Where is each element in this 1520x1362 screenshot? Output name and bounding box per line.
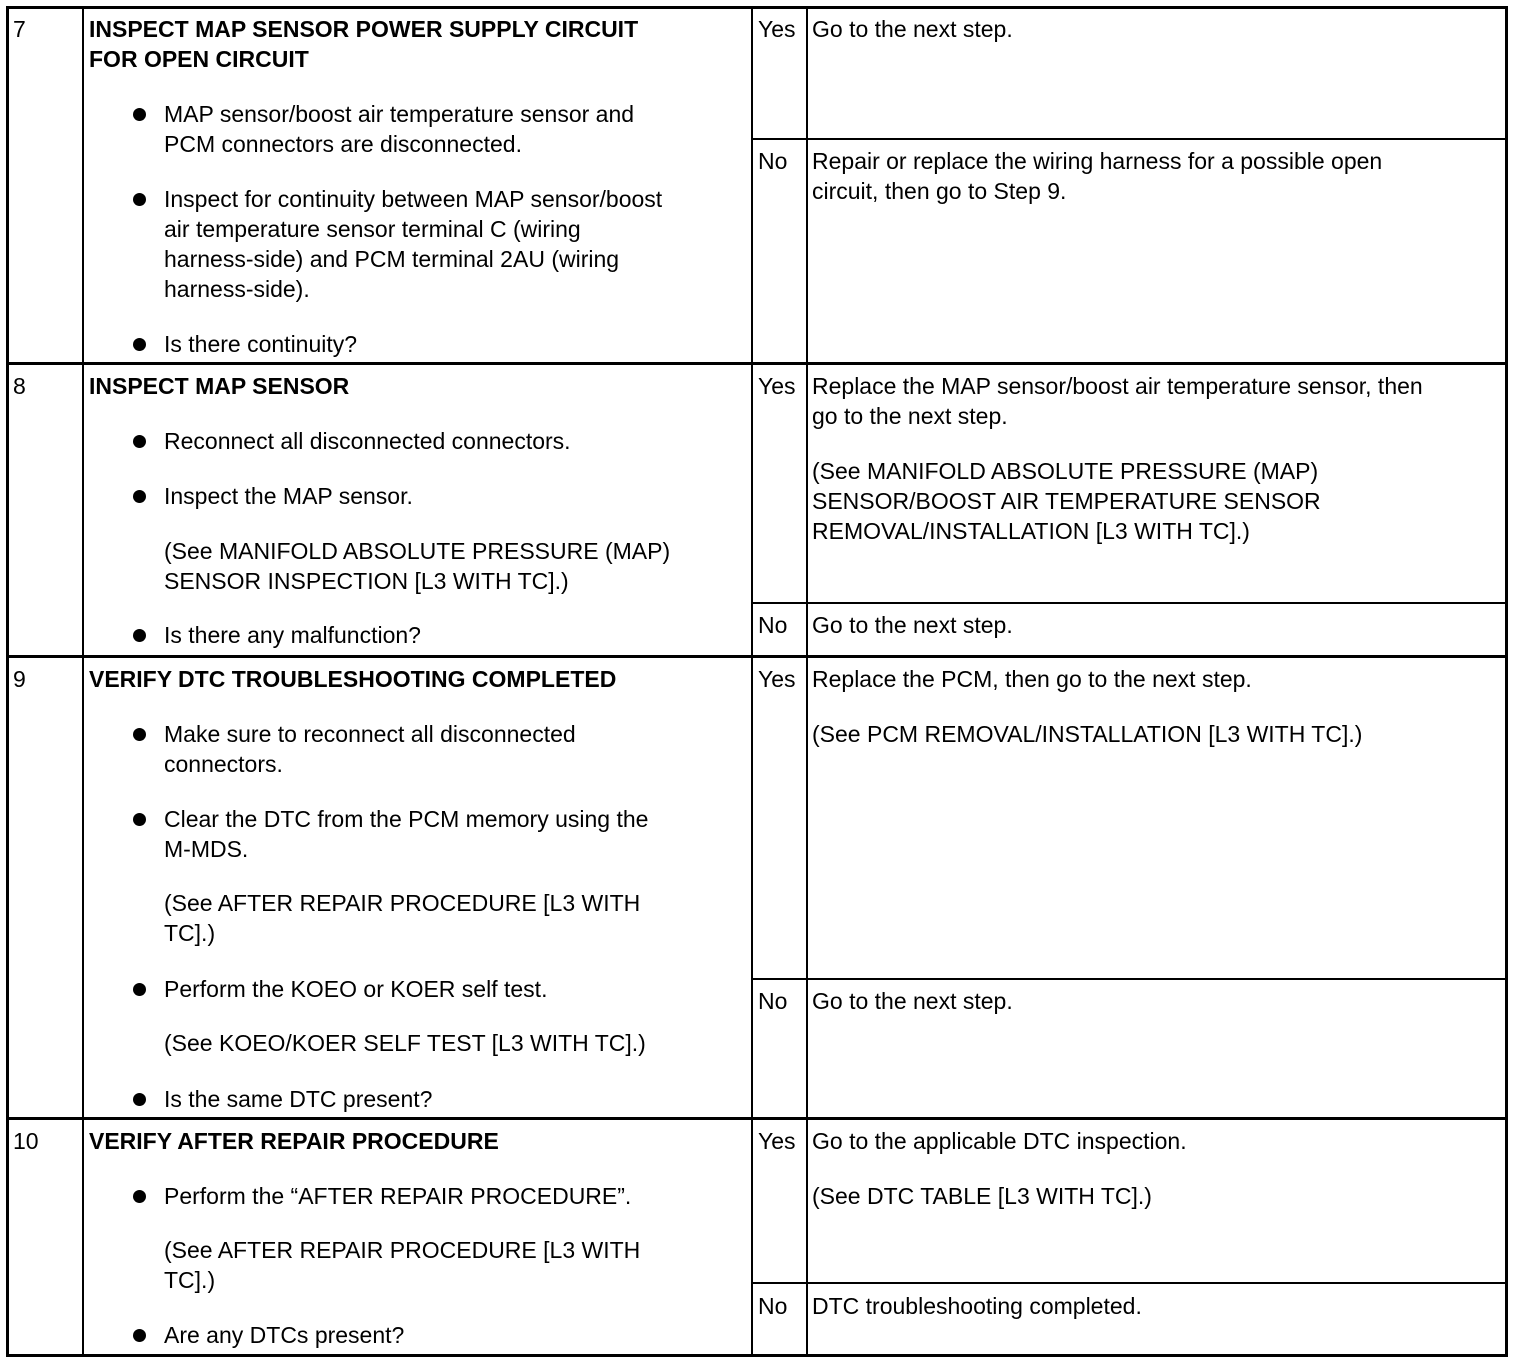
yes-label: Yes (758, 16, 796, 42)
step-title: INSPECT MAP SENSOR POWER SUPPLY CIRCUIT (89, 16, 639, 42)
instruction-text: MAP sensor/boost air temperature sensor and (164, 101, 635, 127)
yes-action: Go to the applicable DTC inspection. (812, 1128, 1187, 1154)
instruction-text: M-MDS. (164, 836, 249, 862)
yes-no-divider (751, 138, 1507, 140)
no-label: No (758, 988, 788, 1014)
bullet-icon (133, 1093, 146, 1106)
instruction-text: Make sure to reconnect all disconnected (164, 721, 576, 747)
row-divider (8, 655, 1507, 658)
instruction-text: Perform the KOEO or KOER self test. (164, 976, 548, 1002)
yes-label: Yes (758, 373, 796, 399)
no-label: No (758, 148, 788, 174)
bullet-icon (133, 490, 146, 503)
reference-text: (See PCM REMOVAL/INSTALLATION [L3 WITH TC].) (812, 721, 1363, 747)
bullet-icon (133, 435, 146, 448)
step-number: 7 (13, 16, 26, 42)
instruction-text: Clear the DTC from the PCM memory using the (164, 806, 649, 832)
step-number: 8 (13, 373, 26, 399)
no-label: No (758, 612, 788, 638)
reference-text: (See MANIFOLD ABSOLUTE PRESSURE (MAP) (164, 538, 671, 564)
reference-text: (See AFTER REPAIR PROCEDURE [L3 WITH (164, 890, 641, 916)
column-divider (806, 8, 808, 1356)
bullet-icon (133, 108, 146, 121)
question-text: Is there continuity? (164, 331, 358, 357)
no-action: DTC troubleshooting completed. (812, 1293, 1142, 1319)
no-action: circuit, then go to Step 9. (812, 178, 1067, 204)
question-text: Are any DTCs present? (164, 1322, 405, 1348)
no-action: Repair or replace the wiring harness for a possible open (812, 148, 1383, 174)
bullet-icon (133, 629, 146, 642)
bullet-icon (133, 728, 146, 741)
reference-text: (See DTC TABLE [L3 WITH TC].) (812, 1183, 1152, 1209)
row-divider (8, 1117, 1507, 1120)
yes-action: Go to the next step. (812, 16, 1013, 42)
instruction-text: Inspect for continuity between MAP sensor/boost (164, 186, 663, 212)
step-title: FOR OPEN CIRCUIT (89, 46, 309, 72)
yes-label: Yes (758, 666, 796, 692)
instruction-text: Reconnect all disconnected connectors. (164, 428, 571, 454)
no-label: No (758, 1293, 788, 1319)
reference-text: TC].) (164, 1267, 216, 1293)
instruction-text: Inspect the MAP sensor. (164, 483, 413, 509)
step-title: VERIFY DTC TROUBLESHOOTING COMPLETED (89, 666, 617, 692)
step-number: 9 (13, 666, 26, 692)
yes-label: Yes (758, 1128, 796, 1154)
bullet-icon (133, 338, 146, 351)
instruction-text: air temperature sensor terminal C (wiring (164, 216, 581, 242)
bullet-icon (133, 1329, 146, 1342)
yes-no-divider (751, 602, 1507, 604)
yes-action: go to the next step. (812, 403, 1008, 429)
yes-no-divider (751, 1282, 1507, 1284)
instruction-text: harness-side). (164, 276, 310, 302)
question-text: Is there any malfunction? (164, 622, 421, 648)
yes-no-divider (751, 978, 1507, 980)
instruction-text: Perform the “AFTER REPAIR PROCEDURE”. (164, 1183, 632, 1209)
step-number: 10 (13, 1128, 39, 1154)
bullet-icon (133, 813, 146, 826)
reference-text: REMOVAL/INSTALLATION [L3 WITH TC].) (812, 518, 1250, 544)
instruction-text: PCM connectors are disconnected. (164, 131, 522, 157)
instruction-text: connectors. (164, 751, 283, 777)
bullet-icon (133, 983, 146, 996)
step-title: INSPECT MAP SENSOR (89, 373, 350, 399)
instruction-text: harness-side) and PCM terminal 2AU (wiring (164, 246, 620, 272)
bullet-icon (133, 193, 146, 206)
yes-action: Replace the PCM, then go to the next step. (812, 666, 1252, 692)
step-title: VERIFY AFTER REPAIR PROCEDURE (89, 1128, 499, 1154)
yes-action: Replace the MAP sensor/boost air temperature sensor, then (812, 373, 1423, 399)
no-action: Go to the next step. (812, 612, 1013, 638)
reference-text: (See MANIFOLD ABSOLUTE PRESSURE (MAP) (812, 458, 1319, 484)
reference-text: SENSOR INSPECTION [L3 WITH TC].) (164, 568, 569, 594)
column-divider (751, 8, 753, 1356)
reference-text: TC].) (164, 920, 216, 946)
reference-text: (See AFTER REPAIR PROCEDURE [L3 WITH (164, 1237, 641, 1263)
no-action: Go to the next step. (812, 988, 1013, 1014)
question-text: Is the same DTC present? (164, 1086, 433, 1112)
reference-text: (See KOEO/KOER SELF TEST [L3 WITH TC].) (164, 1030, 646, 1056)
row-divider (8, 362, 1507, 365)
column-divider (82, 8, 84, 1356)
reference-text: SENSOR/BOOST AIR TEMPERATURE SENSOR (812, 488, 1321, 514)
bullet-icon (133, 1190, 146, 1203)
